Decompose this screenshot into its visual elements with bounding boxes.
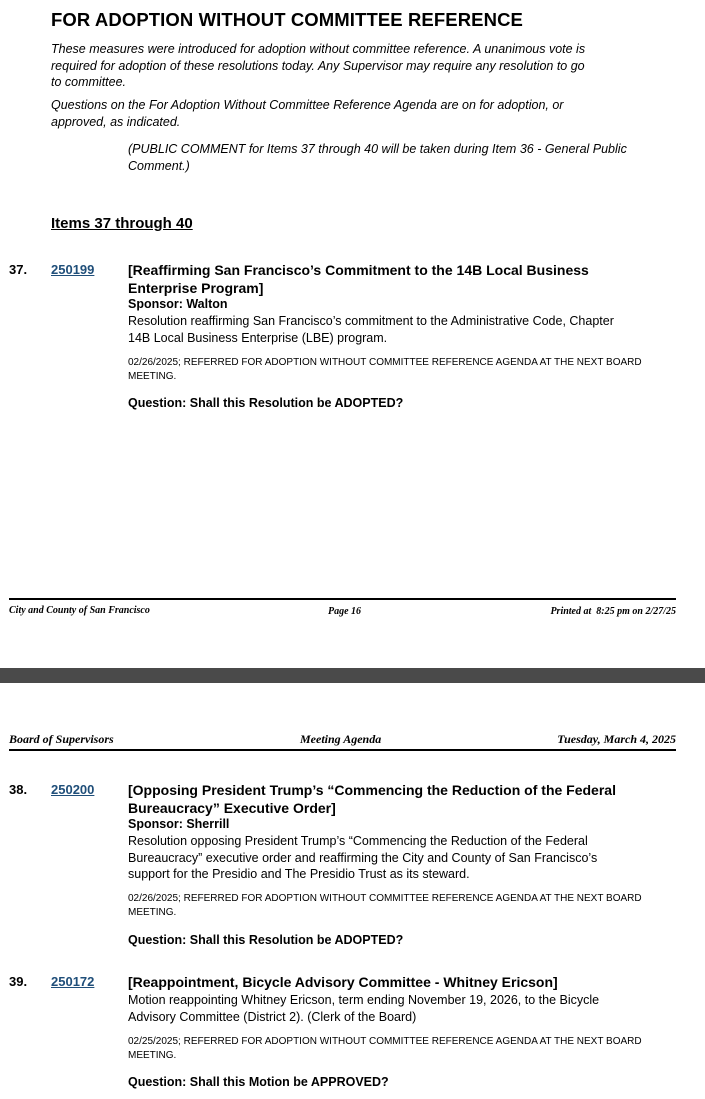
item-description-line: Resolution reaffirming San Francisco’s commitment to the Administrative Code, Chapter: [128, 314, 614, 328]
intro-line: These measures were introduced for adoption without committee reference. A unanimous vote is: [51, 42, 586, 56]
item-action-line: MEETING.: [128, 371, 177, 382]
item-number: 38.: [9, 782, 28, 797]
public-comment-note: [128, 141, 688, 174]
file-number-link[interactable]: 250200: [51, 782, 95, 797]
item-question: Question: Shall this Resolution be ADOPTED?: [128, 396, 404, 410]
item-description-line: 14B Local Business Enterprise (LBE) program.: [128, 330, 388, 345]
item-title-line: [Opposing President Trump’s “Commencing the Reduction of the Federal: [128, 782, 616, 798]
footer-left: City and County of San Francisco: [9, 605, 150, 616]
footer-page-number: Page 16: [328, 606, 362, 617]
item-sponsor: Sponsor: Walton: [128, 297, 228, 311]
item-description: [128, 833, 688, 883]
header-rule: [9, 749, 676, 751]
intro-line: approved, as indicated.: [51, 114, 181, 129]
item-title: [128, 781, 688, 817]
intro-paragraph-1: [51, 41, 641, 91]
item-action-history: [128, 892, 693, 920]
item-description-line: support for the Presidio and The Presidio Trust as its steward.: [128, 867, 470, 881]
items-range-heading: Items 37 through 40: [51, 215, 193, 232]
page-separator: [0, 668, 705, 683]
header-center: Meeting Agenda: [300, 732, 382, 746]
section-title: FOR ADOPTION WITHOUT COMMITTEE REFERENCE: [51, 9, 523, 30]
public-comment-line: Comment.): [128, 158, 190, 173]
item-action-history: [128, 356, 693, 384]
header-left: Board of Supervisors: [9, 732, 114, 746]
item-question: Question: Shall this Motion be APPROVED?: [128, 1075, 389, 1089]
item-title-line: [Reappointment, Bicycle Advisory Committee - Whitney Ericson]: [128, 974, 558, 990]
public-comment-line: (PUBLIC COMMENT for Items 37 through 40 will be taken during Item 36 - General Public: [128, 142, 627, 156]
item-question: Question: Shall this Resolution be ADOPTED?: [128, 933, 404, 947]
item-number: 39.: [9, 974, 28, 989]
page-gap: [0, 655, 705, 668]
item-description-line: Bureaucracy” executive order and reaffirming the City and County of San Francisco’s: [128, 850, 598, 865]
item-description: [128, 313, 688, 346]
item-action-line: 02/26/2025; REFERRED FOR ADOPTION WITHOUT COMMITTEE REFERENCE AGENDA AT THE NEXT BOARD: [128, 893, 642, 904]
intro-line: to committee.: [51, 75, 127, 89]
item-number: 37.: [9, 262, 28, 277]
intro-line: Questions on the For Adoption Without Committee Reference Agenda are on for adoption, or: [51, 98, 564, 112]
file-number-link[interactable]: 250199: [51, 262, 95, 277]
item-action-line: MEETING.: [128, 1050, 177, 1061]
footer-rule: [9, 598, 676, 600]
item-title-line: [Reaffirming San Francisco’s Commitment to the 14B Local Business: [128, 262, 589, 278]
item-description-line: Resolution opposing President Trump’s “Commencing the Reduction of the Federal: [128, 834, 588, 848]
item-sponsor: Sponsor: Sherrill: [128, 817, 230, 831]
item-description-line: Advisory Committee (District 2). (Clerk of the Board): [128, 1009, 417, 1024]
header-date: Tuesday, March 4, 2025: [557, 732, 676, 746]
item-action-line: 02/25/2025; REFERRED FOR ADOPTION WITHOUT COMMITTEE REFERENCE AGENDA AT THE NEXT BOARD: [128, 1036, 642, 1047]
item-action-history: [128, 1035, 693, 1063]
item-description: [128, 992, 688, 1025]
item-description-line: Motion reappointing Whitney Ericson, term ending November 19, 2026, to the Bicycle: [128, 993, 600, 1007]
item-action-line: 02/26/2025; REFERRED FOR ADOPTION WITHOUT COMMITTEE REFERENCE AGENDA AT THE NEXT BOARD: [128, 357, 642, 368]
intro-paragraph-2: [51, 97, 641, 130]
intro-line: required for adoption of these resolutions today. Any Supervisor may require any resolution to go: [51, 58, 585, 73]
item-action-line: MEETING.: [128, 907, 177, 918]
item-title: [128, 973, 688, 991]
footer-printed-at: Printed at 8:25 pm on 2/27/25: [550, 606, 676, 617]
item-title: [128, 261, 688, 297]
item-title-line: Bureaucracy” Executive Order]: [128, 800, 336, 816]
file-number-link[interactable]: 250172: [51, 974, 95, 989]
item-title-line: Enterprise Program]: [128, 280, 264, 296]
